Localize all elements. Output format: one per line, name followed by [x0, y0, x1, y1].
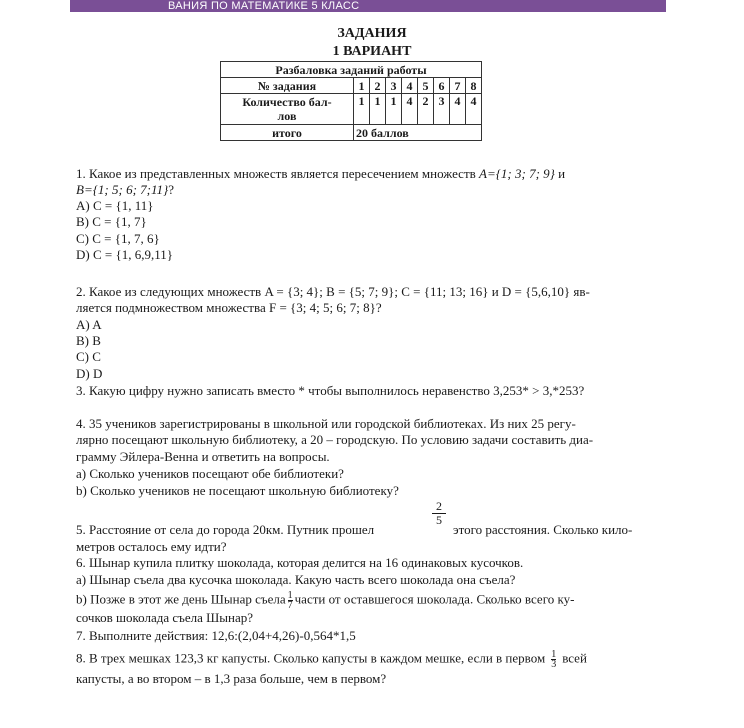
task-number-row — [221, 78, 482, 94]
q4-line1: 4. 35 учеников зарегистрированы в школьной или городской библиотеках. Из них 25 регу- — [76, 416, 576, 431]
q1-option-a: A) C = {1, 11} — [76, 198, 154, 213]
q8-line2: капусты, а во втором – в 1,3 раза больше, чем в первом? — [76, 671, 387, 686]
q1-option-c: C) C = {1, 7, 6} — [76, 231, 160, 246]
points-cell: 4 — [466, 94, 482, 125]
q4-line2: лярно посещают школьную библиотеку, а 20 – городскую. По условию задачи составить диа- — [76, 432, 594, 447]
q6-b-fraction — [288, 591, 293, 610]
points-cell: 4 — [402, 94, 418, 125]
q4-question-a: а) Сколько учеников посещают обе библиотеки? — [76, 466, 344, 481]
points-row — [221, 94, 482, 125]
q8-fraction — [551, 650, 556, 669]
q1-text-end: и — [554, 166, 566, 181]
q6-question-b-line2: сочков шоколада съела Шынар? — [76, 610, 254, 625]
q8-line1 — [76, 650, 587, 669]
q2-option-c: C) C — [76, 349, 101, 364]
q1-set-b: B={1; 5; 6; 7;11} — [76, 182, 169, 197]
q5-line1-start: 5. Расстояние от села до города 20км. Путник прошел — [76, 522, 375, 537]
q2-line1: 2. Какое из следующих множеств A = {3; 4}; B = {5; 7; 9}; C = {11; 13; 16} и D = {5,6,10} яв- — [76, 284, 590, 299]
task-number-cell: 8 — [466, 78, 482, 94]
task-number-cell: 5 — [418, 78, 434, 94]
q5-fraction-denominator: 5 — [432, 513, 446, 527]
q3-text: 3. Какую цифру нужно записать вместо * чтобы выполнилось неравенство 3,253* > 3,*253? — [76, 383, 585, 398]
total-row — [221, 125, 482, 141]
q2-option-b: B) B — [76, 333, 101, 348]
points-cell: 1 — [386, 94, 402, 125]
q8-start: 8. В трех мешках 123,3 кг капусты. Сколько капусты в каждом мешке, если в первом — [76, 650, 546, 666]
q5-line1-end: этого расстояния. Сколько кило- — [453, 522, 633, 537]
q1-line2 — [76, 182, 174, 197]
q1-set-a: A={1; 3; 7; 9} — [479, 166, 555, 181]
task-number-cell: 3 — [386, 78, 402, 94]
q5-line2: метров осталось ему идти? — [76, 539, 227, 554]
total-value: 20 баллов — [354, 125, 482, 141]
q4-line3: грамму Эйлера-Венна и ответить на вопросы. — [76, 449, 330, 464]
q8-end: всей — [562, 650, 587, 666]
q1-option-b: B) C = {1, 7} — [76, 214, 147, 229]
q6-question-a: а) Шынар съела два кусочка шоколада. Какую часть всего шоколада она съела? — [76, 572, 516, 587]
q7-text: 7. Выполните действия: 12,6:(2,04+4,26)-0,564*1,5 — [76, 628, 356, 643]
q5-fraction — [432, 500, 446, 527]
q6-b-end: части от оставшегося шоколада. Сколько всего ку- — [294, 591, 575, 607]
points-cell: 1 — [354, 94, 370, 125]
task-number-cell: 1 — [354, 78, 370, 94]
q1-text: 1. Какое из представленных множеств является пересечением множеств — [76, 166, 480, 181]
q6-b-start: b) Позже в этот же день Шынар съела — [76, 591, 286, 607]
q6-b-fraction-denominator: 7 — [287, 600, 293, 611]
q2-line2: ляется подмножеством множества F = {3; 4; 5; 6; 7; 8}? — [76, 300, 382, 315]
points-cell: 4 — [450, 94, 466, 125]
q6-b-fraction-numerator: 1 — [287, 590, 293, 601]
task-number-cell: 2 — [370, 78, 386, 94]
task-number-cell: 4 — [402, 78, 418, 94]
q2-option-a: A) A — [76, 317, 102, 332]
points-label-line1: Количество бал- — [242, 95, 332, 109]
header-banner: ВАНИЯ ПО МАТЕМАТИКЕ 5 КЛАСС — [70, 0, 666, 12]
score-table — [220, 61, 482, 141]
task-number-cell: 6 — [434, 78, 450, 94]
q6-question-b-line1 — [76, 591, 574, 610]
table-title: Разбаловка заданий работы — [221, 62, 482, 78]
points-cell: 3 — [434, 94, 450, 125]
table-title-row — [221, 62, 482, 78]
variant-title: 1 ВАРИАНТ — [332, 44, 412, 59]
q6-line1: 6. Шынар купила плитку шоколада, которая делится на 16 одинаковых кусочков. — [76, 555, 524, 570]
q1-line1 — [76, 166, 565, 181]
task-number-cell: 7 — [450, 78, 466, 94]
q2-option-d: D) D — [76, 366, 103, 381]
task-number-label: № задания — [221, 78, 354, 94]
q1-question-mark: ? — [168, 182, 174, 197]
points-label — [221, 94, 354, 125]
q5-fraction-numerator: 2 — [436, 499, 442, 513]
q8-fraction-numerator: 1 — [551, 649, 557, 660]
points-label-line2: лов — [277, 109, 297, 123]
points-cell: 2 — [418, 94, 434, 125]
q1-option-d: D) C = {1, 6,9,11} — [76, 247, 173, 262]
points-cell: 1 — [370, 94, 386, 125]
q8-fraction-denominator: 3 — [551, 659, 557, 670]
q4-question-b: b) Сколько учеников не посещают школьную библиотеку? — [76, 483, 399, 498]
page-title: ЗАДАНИЯ — [337, 26, 407, 41]
total-label: итого — [221, 125, 354, 141]
